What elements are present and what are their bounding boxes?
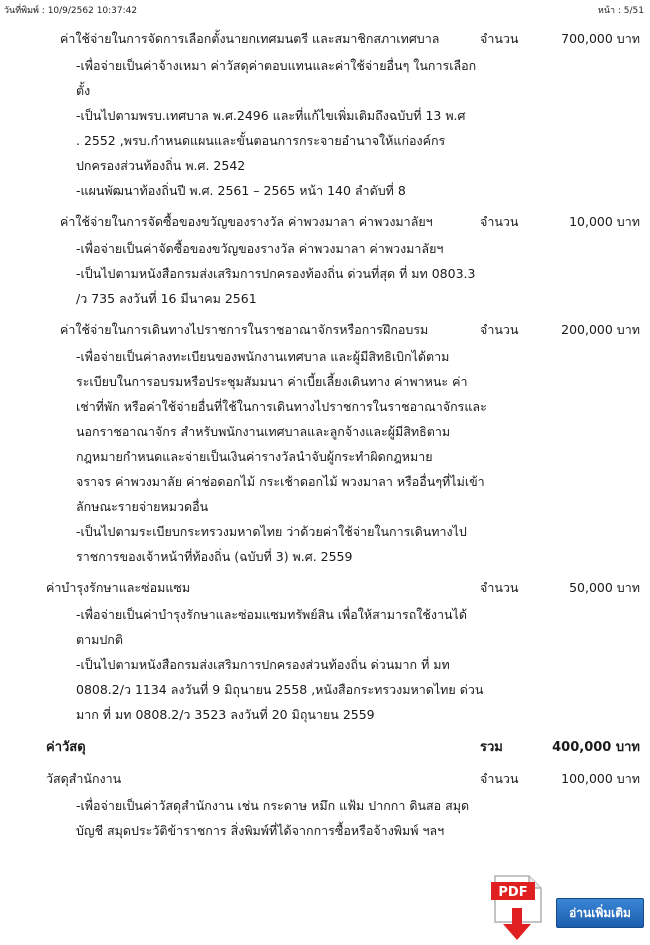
description-line: ลักษณะรายจ่ายหมวดอื่น [76, 499, 209, 514]
description-line: -เป็นไปตามหนังสือกรมส่งเสริมการปกครองส่วนท้องถิ่น ด่วนมาก ที่ มท [76, 657, 450, 672]
print-date: วันที่พิมพ์ : 10/9/2562 10:37:42 [4, 6, 138, 16]
item-description [0, 53, 650, 203]
budget-item-row [0, 203, 650, 236]
description-line: -เพื่อจ่ายเป็นค่าจัดซื้อของขวัญของรางวัล ค่าพวงมาลา ค่าพวงมาลัยฯ [76, 241, 444, 256]
amount-label: จำนวน [480, 580, 519, 595]
description-line: เช่าที่พัก หรือค่าใช้จ่ายอื่นที่ใช้ในการเดินทางไปราชการในราชอาณาจักรและ [76, 399, 487, 414]
description-line: -เพื่อจ่ายเป็นค่าวัสดุสำนักงาน เช่น กระดาษ หมึก แฟ้ม ปากกา ดินสอ สมุด [76, 798, 470, 813]
description-line: -เพื่อจ่ายเป็นค่าลงทะเบียนของพนักงานเทศบาล และผู้มีสิทธิเบิกได้ตาม [76, 349, 450, 364]
description-line: -แผนพัฒนาท้องถิ่นปี พ.ศ. 2561 – 2565 หน้า 140 ลำดับที่ 8 [76, 183, 406, 198]
item-description [0, 236, 650, 311]
description-line: นอกราชอาณาจักร สำหรับพนักงานเทศบาลและลูกจ้างและผู้มีสิทธิตาม [76, 424, 451, 439]
amount-value: 10,000 บาท [569, 214, 640, 229]
category-title: ค่าวัสดุ [46, 740, 86, 755]
description-line: กฎหมายกำหนดและจ่ายเป็นเงินค่ารางวัลนำจับผู้กระทำผิดกฎหมาย [76, 449, 433, 464]
page-number: หน้า : 5/51 [597, 6, 644, 16]
description-line: บัญชี สมุดประวัติข้าราชการ สิ่งพิมพ์ที่ได้จากการซื้อหรือจ้างพิมพ์ ฯลฯ [76, 823, 445, 838]
description-line: -เป็นไปตามพรบ.เทศบาล พ.ศ.2496 และที่แก้ไขเพิ่มเติมถึงฉบับที่ 13 พ.ศ [76, 108, 466, 123]
description-line: ระเบียบในการอบรมหรือประชุมสัมมนา ค่าเบี้ยเลี้ยงเดินทาง ค่าพาหนะ ค่า [76, 374, 468, 389]
item-title: ค่าบำรุงรักษาและซ่อมแซม [46, 580, 191, 595]
amount-label: จำนวน [480, 214, 519, 229]
budget-item-row [0, 20, 650, 53]
amount-value: 700,000 บาท [561, 31, 640, 46]
item-title: ค่าใช้จ่ายในการจัดการเลือกตั้งนายกเทศมนตรี และสมาชิกสภาเทศบาล [60, 31, 440, 46]
description-line: 0808.2/ว 1134 ลงวันที่ 9 มิถุนายน 2558 ,หนังสือกระทรวงมหาดไทย ด่วน [76, 682, 484, 697]
amount-label: จำนวน [480, 322, 519, 337]
total-value: 400,000 บาท [552, 740, 640, 755]
description-line: จราจร ค่าพวงมาลัย ค่าช่อดอกไม้ กระเช้าดอกไม้ พวงมาลา หรืออื่นๆที่ไม่เข้า [76, 474, 485, 489]
description-line: /ว 735 ลงวันที่ 16 มีนาคม 2561 [76, 291, 257, 306]
description-line: . 2552 ,พรบ.กำหนดแผนและขั้นตอนการกระจายอำนาจให้แก่องค์กร [76, 133, 446, 148]
item-title: วัสดุสำนักงาน [46, 771, 122, 786]
total-label: รวม [480, 740, 503, 755]
budget-item-row [0, 311, 650, 344]
description-line: -เป็นไปตามหนังสือกรมส่งเสริมการปกครองท้องถิ่น ด่วนที่สุด ที่ มท 0803.3 [76, 266, 476, 281]
item-title: ค่าใช้จ่ายในการเดินทางไปราชการในราชอาณาจักรหรือการฝึกอบรม [60, 322, 429, 337]
amount-value: 50,000 บาท [569, 580, 640, 595]
amount-label: จำนวน [480, 31, 519, 46]
budget-list [0, 20, 650, 843]
description-line: มาก ที่ มท 0808.2/ว 3523 ลงวันที่ 20 มิถุนายน 2559 [76, 707, 375, 722]
budget-item-row [0, 569, 650, 602]
read-more-button[interactable]: อ่านเพิ่มเติม [556, 898, 644, 928]
description-line: -เพื่อจ่ายเป็นค่าบำรุงรักษาและซ่อมแซมทรัพย์สิน เพื่อให้สามารถใช้งานได้ [76, 607, 467, 622]
item-title: ค่าใช้จ่ายในการจัดซื้อของขวัญของรางวัล ค่าพวงมาลา ค่าพวงมาลัยฯ [60, 214, 433, 229]
pdf-download-icon[interactable] [489, 874, 545, 942]
pdf-badge: PDF [498, 885, 528, 900]
category-total-row [0, 727, 650, 760]
description-line: -เพื่อจ่ายเป็นค่าจ้างเหมา ค่าวัสดุค่าตอบแทนและค่าใช้จ่ายอื่นๆ ในการเลือก [76, 58, 477, 73]
item-description [0, 344, 650, 569]
item-description [0, 793, 650, 843]
description-line: ราชการของเจ้าหน้าที่ท้องถิ่น (ฉบับที่ 3) พ.ศ. 2559 [76, 549, 353, 564]
description-line: ตั้ง [76, 83, 91, 98]
item-description [0, 602, 650, 727]
amount-value: 200,000 บาท [561, 322, 640, 337]
amount-label: จำนวน [480, 771, 519, 786]
amount-value: 100,000 บาท [561, 771, 640, 786]
description-line: -เป็นไปตามระเบียบกระทรวงมหาดไทย ว่าด้วยค่าใช้จ่ายในการเดินทางไป [76, 524, 467, 539]
description-line: ตามปกติ [76, 632, 123, 647]
budget-item-row [0, 760, 650, 793]
description-line: ปกครองส่วนท้องถิ่น พ.ศ. 2542 [76, 158, 246, 173]
